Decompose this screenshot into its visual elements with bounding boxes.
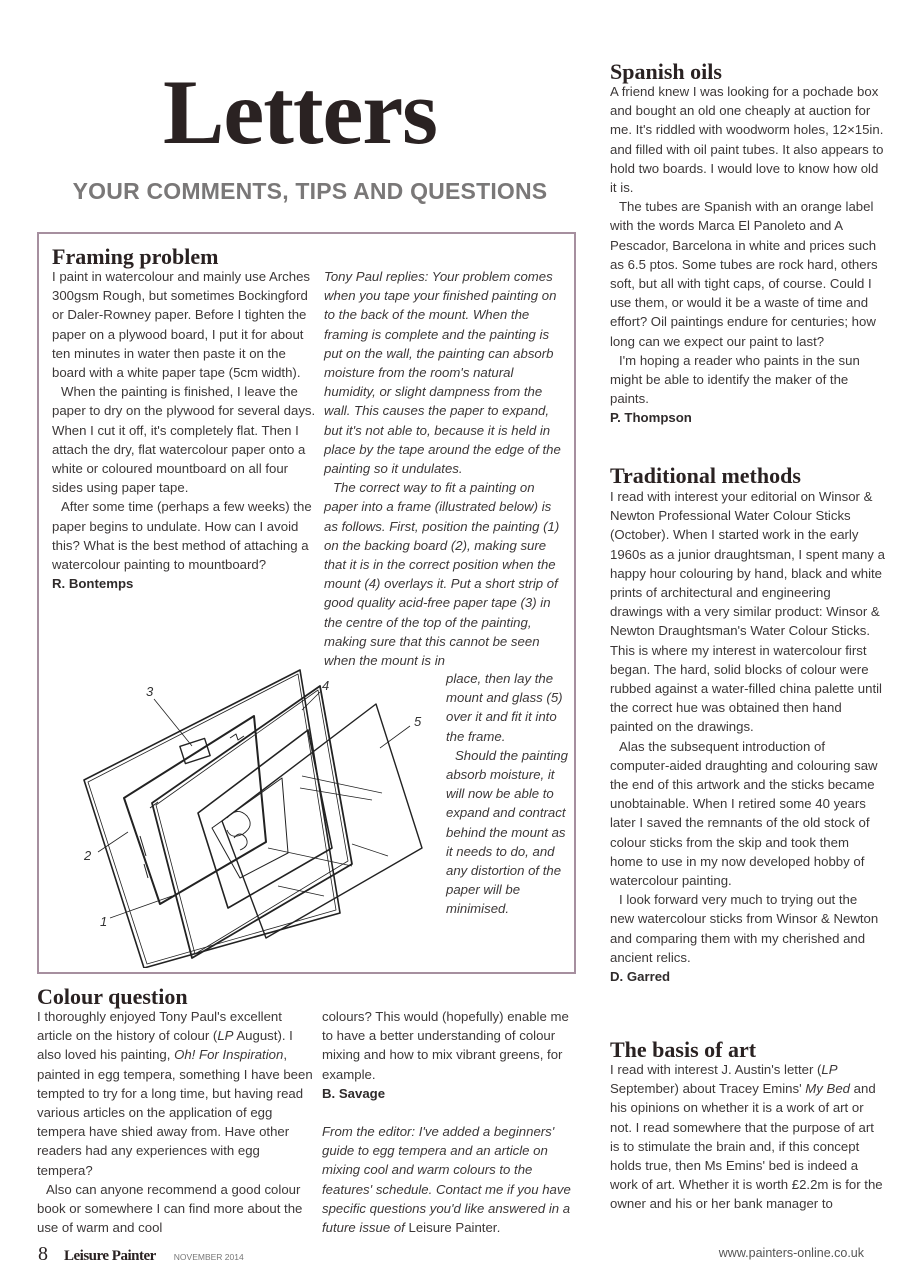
framing-problem-reply [324, 267, 568, 670]
letter-signature: D. Garred [610, 969, 671, 985]
colour-question-headline: Colour question [37, 984, 188, 1009]
letter-paragraph: I paint in watercolour and mainly use Arches 300gsm Rough, but sometimes Bockingford or Daler-Rowney paper. Before I tighten the paper on a plywood board, I put it for about ten minutes in water then paste it on the board with a white paper tape (5cm width). [52, 269, 311, 381]
letter-signature: P. Thompson [610, 410, 692, 426]
framing-problem-headline: Framing problem [52, 244, 219, 269]
spanish-oils-headline: Spanish oils [610, 59, 722, 84]
letter-paragraph: colours? This would (hopefully) enable me to have a better understanding of colour mixing and how to mix vibrant greens, for example. [322, 1009, 569, 1082]
letter-paragraph: When the painting is finished, I leave the paper to dry on the plywood for several days. When I cut it off, it's completely flat. Then I attach the dry, flat watercolour paper onto a white or coloured mountboard on all four sides using paper tape. [52, 384, 316, 496]
traditional-methods-letter [610, 487, 885, 986]
reply-paragraph: The correct way to fit a painting on paper into a frame (illustrated below) is as follows. First, position the painting (1) on the backing board (2), making sure that it is in the correct position when the mount (4) overlays it. Put a short strip of good quality acid-free paper tape (3) in the centre of the top of the painting, making sure that this cannot be seen when the mount is in [324, 480, 560, 669]
text-run: From the editor: I've added a beginners' guide to egg tempera and an article on mixing cool and warm colours to the features' schedule. Contact me if you have specific questions you'd like answered in a future issue of [322, 1124, 571, 1236]
diagram-label-tape: 3 [146, 684, 154, 699]
letter-signature: R. Bontemps [52, 576, 134, 592]
letter-paragraph: I look forward very much to trying out the new watercolour sticks from Winsor & Newton and comparing them with my cherished and ancient relics. [610, 892, 879, 965]
letter-paragraph: Also can anyone recommend a good colour book or somewhere I can find more about the use of warm and cool [37, 1181, 303, 1236]
magazine-abbrev: LP [821, 1062, 838, 1077]
framing-diagram [52, 668, 432, 968]
colour-question-letter-continued [322, 1007, 582, 1237]
letter-signature: B. Savage [322, 1085, 386, 1101]
text-run: September) about Tracey Emins' [610, 1081, 806, 1097]
traditional-methods-headline: Traditional methods [610, 463, 801, 488]
framing-problem-reply-continued [446, 669, 570, 919]
page-title: Letters [163, 61, 437, 163]
page-number: 8 [38, 1243, 48, 1265]
letter-paragraph [610, 1060, 885, 1214]
text-run: I thoroughly enjoyed Tony Paul's excellent article on the history of colour ( [37, 1009, 282, 1044]
basis-of-art-letter [610, 1060, 885, 1214]
diagram-label-glass: 5 [414, 714, 422, 729]
diagram-label-backing-board: 2 [84, 848, 92, 863]
letter-paragraph: After some time (perhaps a few weeks) the paper begins to undulate. How can I avoid this? What is the best method of attaching a watercolour painting to mountboard? [52, 499, 312, 573]
artwork-title: My Bed [805, 1081, 851, 1097]
magazine-name: Leisure Painter [408, 1220, 498, 1236]
page-subtitle: YOUR COMMENTS, TIPS AND QUESTIONS [72, 178, 548, 204]
letter-paragraph [37, 1007, 317, 1180]
website-url: www.painters-online.co.uk [718, 1246, 864, 1260]
painting-title: Oh! For Inspiration [174, 1047, 284, 1063]
letter-paragraph: I read with interest your editorial on Winsor & Newton Professional Water Colour Sticks (October). When I started work in the early 1960s as a junior draughtsman, I spent many a happy hour colouring by hand, black and white prints of architectural and engineering drawings with a very similar product: Winsor & Newton Draughtsman's Water Colour Sticks. This is where my interest in watercolour first began. The hard, solid blocks of colour were rubbed against a water-filled china palette until the correct hue was obtained then hand painted on the drawings. [610, 489, 885, 735]
letter-paragraph: Alas the subsequent introduction of computer-aided draughting and colouring saw the end of this artwork and the sticks became unobtainable. When I retired some 40 years later I saved the remnants of the old stock of colour sticks from the skip and took them home to use in my now developed hobby of watercolour painting. [610, 738, 878, 889]
diagram-label-painting: 1 [100, 914, 108, 929]
spanish-oils-letter [610, 82, 885, 428]
letter-paragraph: A friend knew I was looking for a pochade box and bought an old one cheaply at auction for me. It's riddled with woodworm holes, 12×15in. and filled with oil paint tubes. It also appears to hold two boards. I would love to know how old it is. [610, 84, 884, 196]
page-footer-left [38, 1243, 244, 1266]
text-run: , painted in egg tempera, something I have been tempted to try for a long time, but having read various articles on the application of egg tempera have shied away from. Have other readers had any experiences with egg tempera? [37, 1047, 313, 1178]
text-run: I read with interest J. Austin's letter ( [610, 1062, 822, 1077]
basis-of-art-headline: The basis of art [610, 1037, 757, 1062]
magazine-name: Leisure Painter [64, 1248, 156, 1264]
letter-paragraph: I'm hoping a reader who paints in the sun might be able to identify the maker of the paints. [610, 352, 860, 407]
colour-question-letter [37, 1007, 317, 1237]
reply-paragraph: Tony Paul replies: Your problem comes when you tape your finished painting on to the back of the mount. When the framing is complete and the painting is put on the wall, the painting can absorb moisture from the room's natural humidity, or slight dampness from the wall. This causes the paper to expand, but it's not able to, because it is held in place by the tape around the edge of the painting so it undulates. [324, 269, 561, 477]
framing-exploded-view-icon [52, 668, 432, 968]
text-run: and his opinions on whether it is a work of art or not. I read somewhere that the purpose of art is to stimulate the brain and, if this concept holds true, then Ms Emins' bed is indeed a work of art. Whether it is worth £2.2m is for the owner and his or her bank manager to [610, 1081, 883, 1212]
reply-paragraph: place, then lay the mount and glass (5) over it and fit it into the frame. [446, 671, 563, 744]
framing-problem-letter [52, 267, 320, 593]
reply-paragraph: Should the painting absorb moisture, it will now be able to expand and contract behind the mount as it needs to do, and any distortion of the paper will be minimised. [446, 747, 568, 917]
issue-date: NOVEMBER 2014 [173, 1252, 244, 1262]
diagram-label-mount: 4 [322, 678, 330, 693]
text-run: August). I also loved his painting, [37, 1028, 293, 1063]
text-run: . [497, 1220, 501, 1236]
editor-note [322, 1122, 582, 1237]
magazine-abbrev: LP [217, 1028, 234, 1044]
letter-paragraph: The tubes are Spanish with an orange label with the words Marca El Panoleto and A Pescador, Barcelona in white and prices such as 6.5 ptos. Some tubes are rock hard, others soft, but all with tight caps, of course. Could I use them, or would it be a waste of time and effort? Oil paintings endure for centuries; how long can we expect our paint to last? [610, 199, 878, 349]
